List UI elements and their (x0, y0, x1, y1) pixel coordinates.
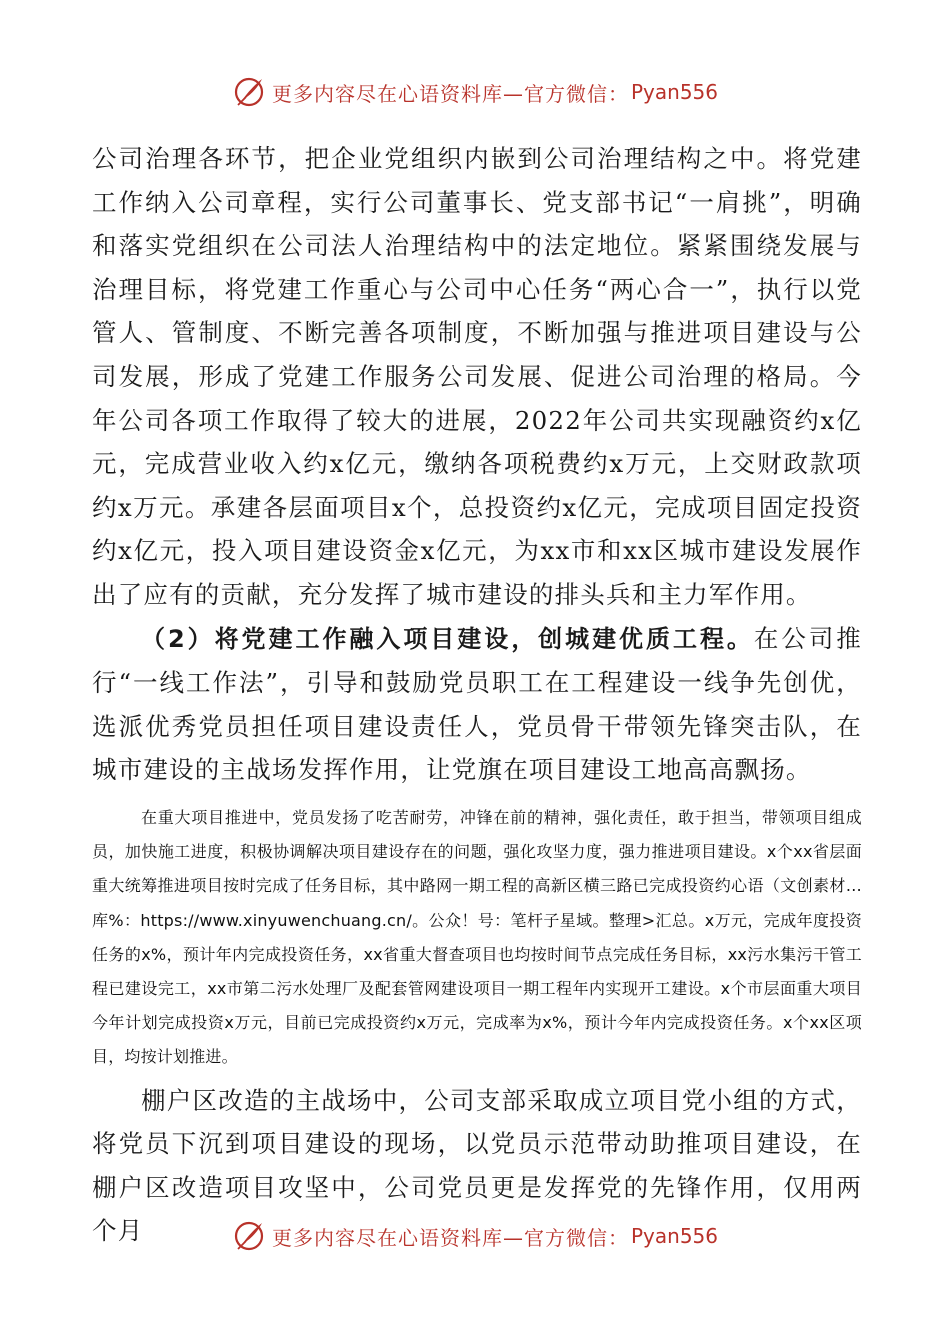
paragraph-governance: 公司治理各环节，把企业党组织内嵌到公司治理结构之中。将党建工作纳入公司章程，实行公司董事长、党支部书记“一肩挑”，明确和落实党组织在公司法人治理结构中的法定地位。紧紧围绕发展与治理目标，将党建工作重心与公司中心任务“两心合一”，执行以党管人、管制度、不断完善各项制度，不断加强与推进项目建设与公司发展，形成了党建工作服务公司发展、促进公司治理的格局。今年公司各项工作取得了较大的进展，2022年公司共实现融资约x亿元，完成营业收入约x亿元，缴纳各项税费约x万元，上交财政款项约x万元。承建各层面项目x个，总投资约x亿元，完成项目固定投资约x亿元，投入项目建设资金x亿元，为xx市和xx区城市建设发展作出了应有的贡献，充分发挥了城市建设的排头兵和主力军作用。 (92, 144, 862, 609)
banner-wechat-id: Pyan556 (630, 80, 718, 104)
paragraph-major-projects: 在重大项目推进中，党员发扬了吃苦耐劳，冲锋在前的精神，强化责任，敢于担当，带领项目组成员，加快施工进度，积极协调解决项目建设存在的问题，强化攻坚力度，强力推进项目建设。x个xx省层面重大统筹推进项目按时完成了任务目标，其中路网一期工程的高新区横三路已完成投资约心语（文创素材…库%：https://www.xinyuwenchuang.cn/。公众！号：笔杆子星域。整理>汇总。x万元，完成年度投资任务的x%，预计年内完成投资任务，xx省重大督查项目也均按时间节点完成任务目标，xx污水集污干管工程已建设完工，xx市第二污水处理厂及配套管网建设项目一期工程年内实现开工建设。x个市层面重大项目今年计划完成投资x万元，目前已完成投资约x万元，完成率为x%，预计今年内完成投资任务。x个xx区项目，均按计划推进。 (92, 807, 862, 1067)
feather-quill-logo-icon (232, 1219, 266, 1253)
banner-brand-text: 更多内容尽在心语资料库—官方微信： (271, 81, 629, 106)
paragraph-shantytown: 棚户区改造的主战场中，公司支部采取成立项目党小组的方式，将党员下沉到项目建设的现场，以党员示范带动助推项目建设，在棚户区改造项目攻坚中，公司党员更是发挥党的先锋作用，仅用两个月 (92, 1085, 862, 1246)
banner-brand-text: 更多内容尽在心语资料库—官方微信： (271, 1225, 629, 1250)
section-heading: （2）将党建工作融入项目建设，创城建优质工程。 (141, 624, 754, 653)
footer-banner (0, 1216, 950, 1256)
paragraph-project-construction (92, 617, 862, 792)
document-body (92, 137, 862, 1253)
feather-quill-logo-icon (232, 75, 266, 109)
banner-wechat-id: Pyan556 (630, 1224, 718, 1248)
section-body: 在公司推行“一线工作法”，引导和鼓励党员职工在工程建设一线争先创优，选派优秀党员担任项目建设责任人，党员骨干带领先锋突击队，在城市建设的主战场发挥作用，让党旗在项目建设工地高高飘扬。 (92, 623, 862, 785)
header-banner (0, 72, 950, 112)
